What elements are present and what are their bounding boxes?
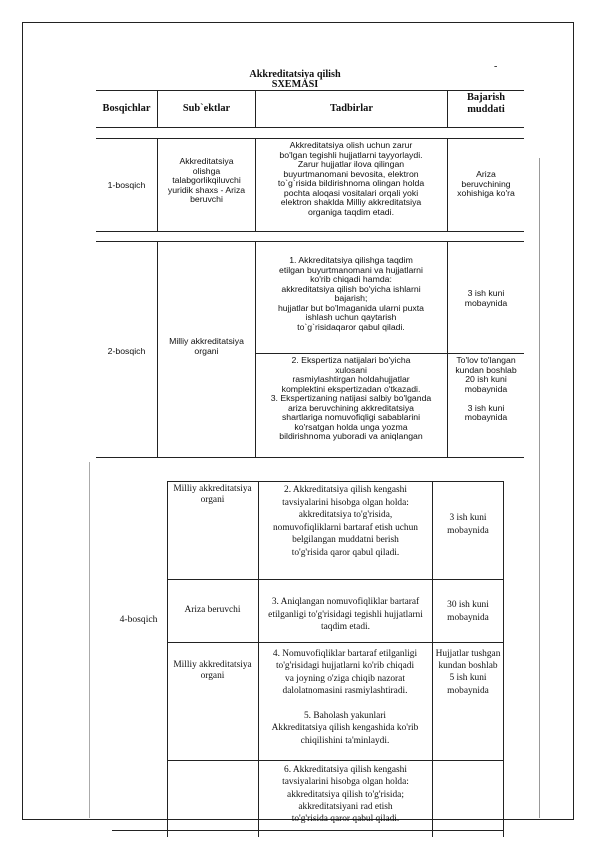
stage-4-row2-measures: 3. Aniqlangan nomuvofiqliklar bartaraf etilganligi to'g'risidagi tegishli hujjatlarni taqdim etadi. (268, 597, 423, 633)
table1-rule (96, 241, 524, 242)
stage-4-row1-subject: Milliy akkreditatsiya organi (173, 484, 252, 505)
table1-rule (255, 353, 524, 354)
table2-rule (167, 579, 503, 580)
stage-1-deadline: Ariza beruvchining xohishiga ko'ra (457, 169, 515, 198)
table2-rule (167, 760, 503, 761)
table2-rule (503, 481, 504, 837)
stage-4-row2-subject: Ariza beruvchi (184, 605, 241, 615)
page-border-right (573, 22, 574, 820)
stage-1-label: 1-bosqich (107, 180, 146, 190)
stage-1-measures: Akkreditatsiya olish uchun zarur bo'lgan tegishli hujjatlarni tayyorlaydi. Zarur hujjatlar ilova qilingan buyurtmanomani bevosita, elektron to`g`risida bildirishnoma olingan holda pochta aloqasi vositalari orqali yoki elektron shaklda Milliy akkreditatsiya organiga taqdim etadi. (277, 140, 425, 217)
stage-1-subject: Akkreditatsiya olishga talabgorlikqiluvchi yuridik shaxs - Ariza beruvchi (167, 156, 246, 204)
stage-4-row3-deadline: Hujjatlar tushgan kundan boshlab 5 ish kuni mobaynida (435, 649, 501, 696)
table1-rule (96, 127, 524, 128)
stage-4-row3-measures: 4. Nomuvofiqliklar bartaraf etilganligi to'g'risidagi hujjatlarni ko'rib chiqadi va joyning o'ziga chiqib nazorat dalolatnomasini rasmiylashtiradi. 5. Baholash yakunlari Akkreditatsiya qilish kengashida ko'rib chiqilishini ta'minlaydi. (271, 649, 419, 746)
stage-2-deadline-b: To'lov to'langan kundan boshlab 20 ish kuni mobaynida 3 ish kuni mobaynida (455, 355, 517, 422)
header-subject: Sub`ektlar (182, 103, 231, 114)
table2-rule (167, 481, 168, 837)
margin-mark-right (539, 158, 540, 818)
title-line-2: SXEMASI (271, 78, 319, 90)
stage-4-row3-subject: Milliy akkreditatsiya organi (173, 660, 252, 681)
stage-4-row1-deadline: 3 ish kuni mobaynida (447, 513, 489, 536)
stage-2-measures-b: 2. Ekspertiza natijalari bo'yicha xulosani rasmiylashtirgan holdahujjatlar komplektini ekspertizadan o'tkazadi. 3. Ekspertizaning natijasi salbiy bo'lganda ariza beruvchining akkreditatsiya shartlariga nomuvofiqligi sabablarini ko'rsatgan holda unga yozma bildirishnoma yuboradi va aniqlangan (270, 355, 432, 441)
stage-2-deadline-a: 3 ish kuni mobaynida (464, 288, 508, 308)
table2-rule (112, 830, 503, 831)
page-border-top (22, 22, 574, 23)
header-measures: Tadbirlar (330, 103, 373, 114)
table2-rule (167, 481, 503, 482)
stage-4-label: 4-bosqich (119, 614, 158, 625)
stage-4-row1-measures: 2. Akkreditatsiya qilish kengashi tavsiyalarini hisobga olgan holda: akkreditatsiya to'g'risida, nomuvofiqliklarni bartaraf etish uchun belgilangan muddatni berish to'g'risida qaror qabul qiladi. (272, 485, 418, 558)
table1-rule (96, 138, 524, 139)
header-deadline: Bajarish muddati (466, 92, 506, 115)
table1-rule (96, 90, 524, 91)
table2-rule (167, 642, 503, 643)
margin-mark-left (89, 462, 90, 818)
stage-2-measures-a: 1. Akkreditatsiya qilishga taqdim etilgan buyurtmanomani va hujjatlarni ko'rib chiqadi hamda: akkreditatsiya qilish bo'yicha ishlarni bajarish; hujjatlar but bo'lmaganida ularni puxta ishlash uchun qaytarish to`g`risidaqaror qabul qiladi. (277, 255, 425, 332)
title-line-1: Akkreditatsiya qilish (249, 69, 341, 80)
table1-rule (96, 231, 524, 232)
header-stage: Bosqichlar (102, 103, 151, 114)
stage-2-subject: Milliy akkreditatsiya organi (169, 336, 244, 356)
page-border-left (22, 22, 23, 820)
document-title (230, 70, 360, 89)
table1-rule (96, 457, 524, 458)
stage-2-label: 2-bosqich (107, 346, 146, 356)
top-mark: - (494, 61, 498, 72)
stage-4-row2-deadline: 30 ish kuni mobaynida (447, 600, 489, 623)
stage-4-row4-measures: 6. Akkreditatsiya qilish kengashi tavsiyalarini hisobga olgan holda: akkreditatsiya qilish to'g'risida; akkreditatsiyani rad etish to'g'risida qaror qabul qiladi. (282, 765, 409, 825)
